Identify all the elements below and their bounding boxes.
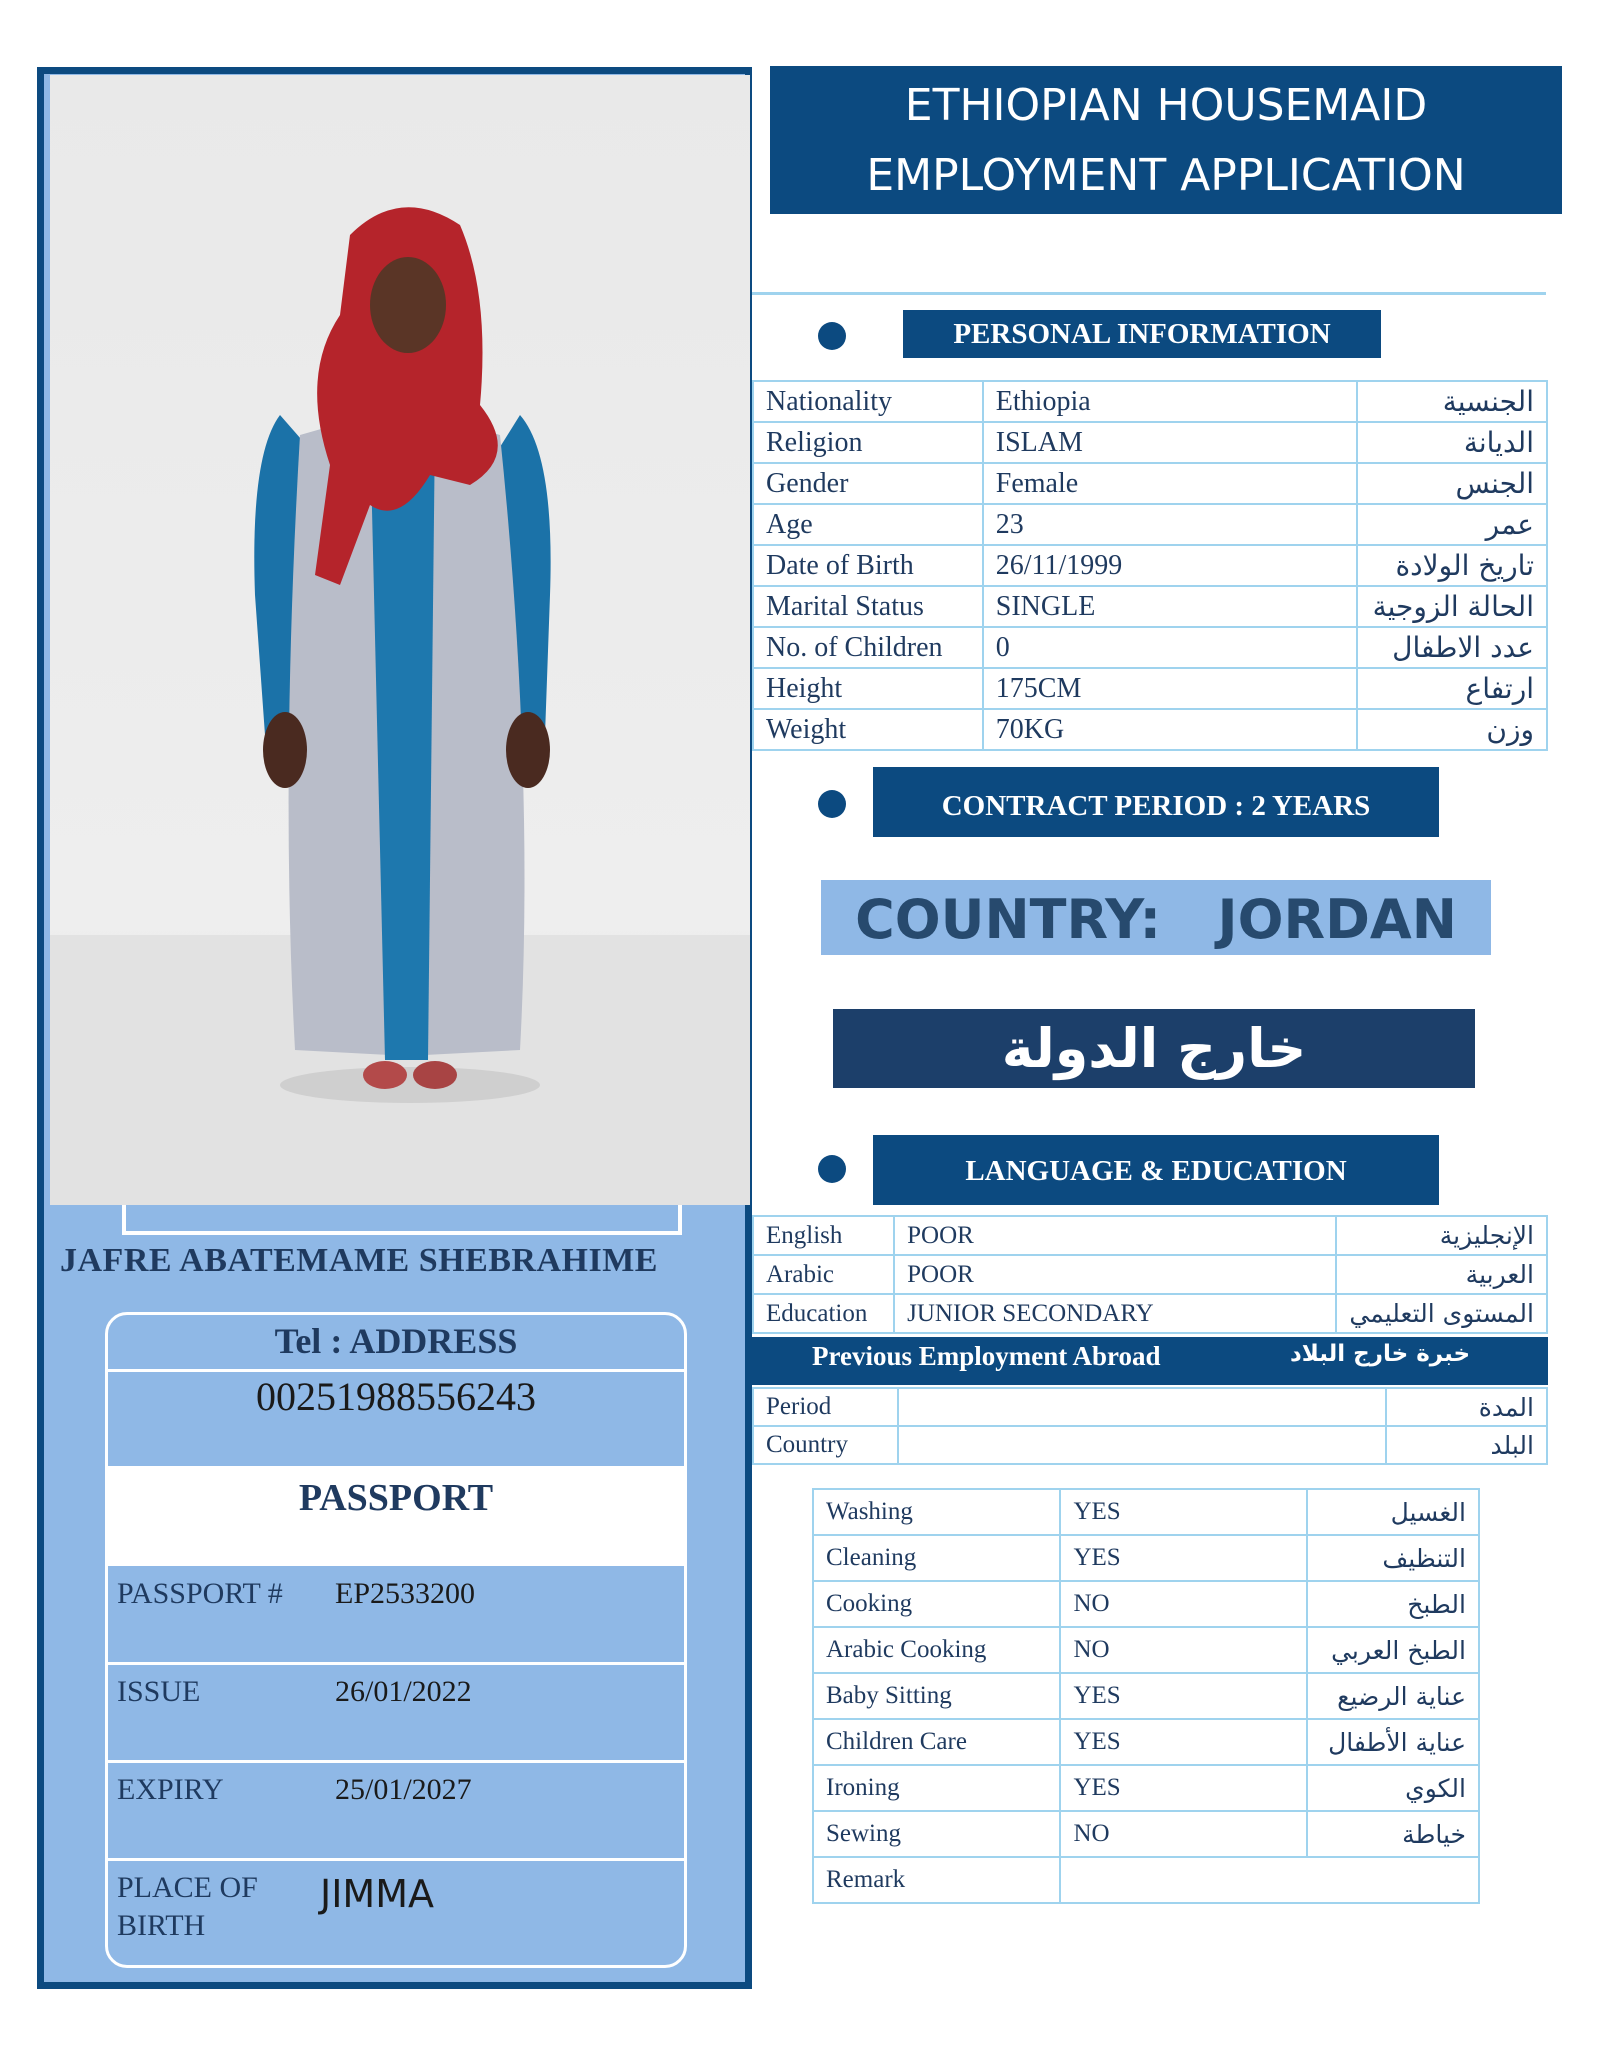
bullet-icon <box>818 322 846 350</box>
divider <box>107 1760 685 1763</box>
skill-value: YES <box>1060 1489 1307 1535</box>
candidate-photo <box>50 75 750 1205</box>
previous-row <box>753 1388 1547 1426</box>
personal-value: SINGLE <box>983 586 1357 627</box>
personal-value: Ethiopia <box>983 381 1357 422</box>
skill-label: Arabic Cooking <box>813 1627 1060 1673</box>
skill-arabic-label: الطبخ <box>1307 1581 1479 1627</box>
personal-arabic-label: عدد الاطفال <box>1357 627 1547 668</box>
skill-label: Ironing <box>813 1765 1060 1811</box>
place-of-birth-label: PLACE OF <box>117 1871 258 1904</box>
issue-label: ISSUE <box>117 1675 201 1708</box>
skill-arabic-label: التنظيف <box>1307 1535 1479 1581</box>
previous-arabic-label: المدة <box>1386 1388 1547 1426</box>
skill-value: NO <box>1060 1581 1307 1627</box>
rule <box>752 292 1546 295</box>
skill-arabic-label: الطبخ العربي <box>1307 1627 1479 1673</box>
personal-row <box>753 422 1547 463</box>
page-title-banner <box>770 66 1562 214</box>
personal-label: Height <box>753 668 983 709</box>
personal-arabic-label: الجنسية <box>1357 381 1547 422</box>
previous-label: Period <box>753 1388 898 1426</box>
personal-arabic-label: ارتفاع <box>1357 668 1547 709</box>
bullet-icon <box>818 790 846 818</box>
skill-label: Baby Sitting <box>813 1673 1060 1719</box>
language-arabic-label: المستوى التعليمي <box>1336 1294 1547 1333</box>
language-arabic-label: الإنجليزية <box>1336 1216 1547 1255</box>
candidate-full-name: JAFRE ABATEMAME SHEBRAHIME <box>60 1242 658 1279</box>
tel-number: 00251988556243 <box>256 1374 536 1419</box>
tel-address-label: Tel : ADDRESS <box>274 1321 518 1361</box>
skill-label: Sewing <box>813 1811 1060 1857</box>
passport-heading: PASSPORT <box>298 1477 494 1519</box>
divider <box>107 1369 685 1372</box>
skill-label: Cleaning <box>813 1535 1060 1581</box>
personal-arabic-label: الجنس <box>1357 463 1547 504</box>
personal-arabic-label: الحالة الزوجية <box>1357 586 1547 627</box>
personal-arabic-label: تاريخ الولادة <box>1357 545 1547 586</box>
personal-value: ISLAM <box>983 422 1357 463</box>
skill-row <box>813 1811 1479 1857</box>
skill-value: YES <box>1060 1719 1307 1765</box>
skill-value: YES <box>1060 1535 1307 1581</box>
personal-label: Age <box>753 504 983 545</box>
personal-row <box>753 504 1547 545</box>
personal-row <box>753 627 1547 668</box>
personal-value: 26/11/1999 <box>983 545 1357 586</box>
skill-row <box>813 1535 1479 1581</box>
country-banner: COUNTRY: JORDAN <box>821 880 1491 955</box>
skill-arabic-label: عناية الأطفال <box>1307 1719 1479 1765</box>
language-label: Education <box>753 1294 894 1333</box>
remark-label: Remark <box>813 1857 1060 1903</box>
skill-row <box>813 1673 1479 1719</box>
divider <box>107 1662 685 1665</box>
language-row <box>753 1294 1547 1333</box>
previous-employment-heading-ar: خبرة خارج البلاد <box>1290 1341 1471 1367</box>
personal-value: 0 <box>983 627 1357 668</box>
skill-row <box>813 1719 1479 1765</box>
expiry-label: EXPIRY <box>117 1773 224 1806</box>
country-arabic-banner: خارج الدولة <box>833 1009 1475 1088</box>
personal-value: 23 <box>983 504 1357 545</box>
passport-number-label: PASSPORT # <box>117 1577 283 1610</box>
personal-label: Religion <box>753 422 983 463</box>
previous-employment-table <box>752 1387 1548 1465</box>
personal-arabic-label: عمر <box>1357 504 1547 545</box>
skill-value: NO <box>1060 1811 1307 1857</box>
place-of-birth: JIMMA <box>320 1872 434 1916</box>
language-label: Arabic <box>753 1255 894 1294</box>
language-label: English <box>753 1216 894 1255</box>
personal-row <box>753 545 1547 586</box>
skill-label: Children Care <box>813 1719 1060 1765</box>
personal-row <box>753 586 1547 627</box>
previous-row <box>753 1426 1547 1464</box>
language-value: POOR <box>894 1216 1336 1255</box>
previous-value <box>898 1388 1386 1426</box>
remark-value <box>1060 1857 1479 1903</box>
previous-arabic-label: البلد <box>1386 1426 1547 1464</box>
skill-label: Washing <box>813 1489 1060 1535</box>
previous-value <box>898 1426 1386 1464</box>
personal-row <box>753 463 1547 504</box>
skills-table <box>812 1488 1480 1904</box>
personal-label: No. of Children <box>753 627 983 668</box>
personal-value: Female <box>983 463 1357 504</box>
personal-label: Nationality <box>753 381 983 422</box>
language-row <box>753 1255 1547 1294</box>
personal-info-heading: PERSONAL INFORMATION <box>903 310 1381 358</box>
language-value: POOR <box>894 1255 1336 1294</box>
personal-value: 70KG <box>983 709 1357 750</box>
language-row <box>753 1216 1547 1255</box>
personal-label: Marital Status <box>753 586 983 627</box>
personal-info-table <box>752 380 1548 751</box>
skill-label: Cooking <box>813 1581 1060 1627</box>
personal-arabic-label: الديانة <box>1357 422 1547 463</box>
skill-row <box>813 1489 1479 1535</box>
skill-row <box>813 1581 1479 1627</box>
title-line-2: EMPLOYMENT APPLICATION <box>866 150 1466 201</box>
personal-row <box>753 381 1547 422</box>
skill-arabic-label: الغسيل <box>1307 1489 1479 1535</box>
contract-period-heading: CONTRACT PERIOD : 2 YEARS <box>873 767 1439 837</box>
passport-number: EP2533200 <box>335 1577 476 1610</box>
skill-arabic-label: الكوي <box>1307 1765 1479 1811</box>
previous-employment-heading: Previous Employment Abroad <box>812 1341 1161 1371</box>
language-value: JUNIOR SECONDARY <box>894 1294 1336 1333</box>
personal-row <box>753 709 1547 750</box>
skill-row <box>813 1765 1479 1811</box>
skill-row <box>813 1627 1479 1673</box>
skill-value: NO <box>1060 1627 1307 1673</box>
skill-value: YES <box>1060 1673 1307 1719</box>
place-of-birth-label-line2: BIRTH <box>117 1909 206 1942</box>
candidate-figure-illustration <box>50 75 750 1205</box>
remark-row <box>813 1857 1479 1903</box>
personal-value: 175CM <box>983 668 1357 709</box>
previous-label: Country <box>753 1426 898 1464</box>
skill-arabic-label: خياطة <box>1307 1811 1479 1857</box>
issue-date: 26/01/2022 <box>335 1675 472 1708</box>
bullet-icon <box>818 1155 846 1183</box>
skill-value: YES <box>1060 1765 1307 1811</box>
divider <box>107 1858 685 1861</box>
personal-row <box>753 668 1547 709</box>
language-table <box>752 1215 1548 1334</box>
personal-arabic-label: وزن <box>1357 709 1547 750</box>
title-line-1: ETHIOPIAN HOUSEMAID <box>904 80 1428 131</box>
expiry-date: 25/01/2027 <box>335 1773 472 1806</box>
personal-label: Date of Birth <box>753 545 983 586</box>
skill-arabic-label: عناية الرضيع <box>1307 1673 1479 1719</box>
personal-label: Gender <box>753 463 983 504</box>
personal-label: Weight <box>753 709 983 750</box>
language-education-heading: LANGUAGE & EDUCATION <box>873 1135 1439 1205</box>
language-arabic-label: العربية <box>1336 1255 1547 1294</box>
